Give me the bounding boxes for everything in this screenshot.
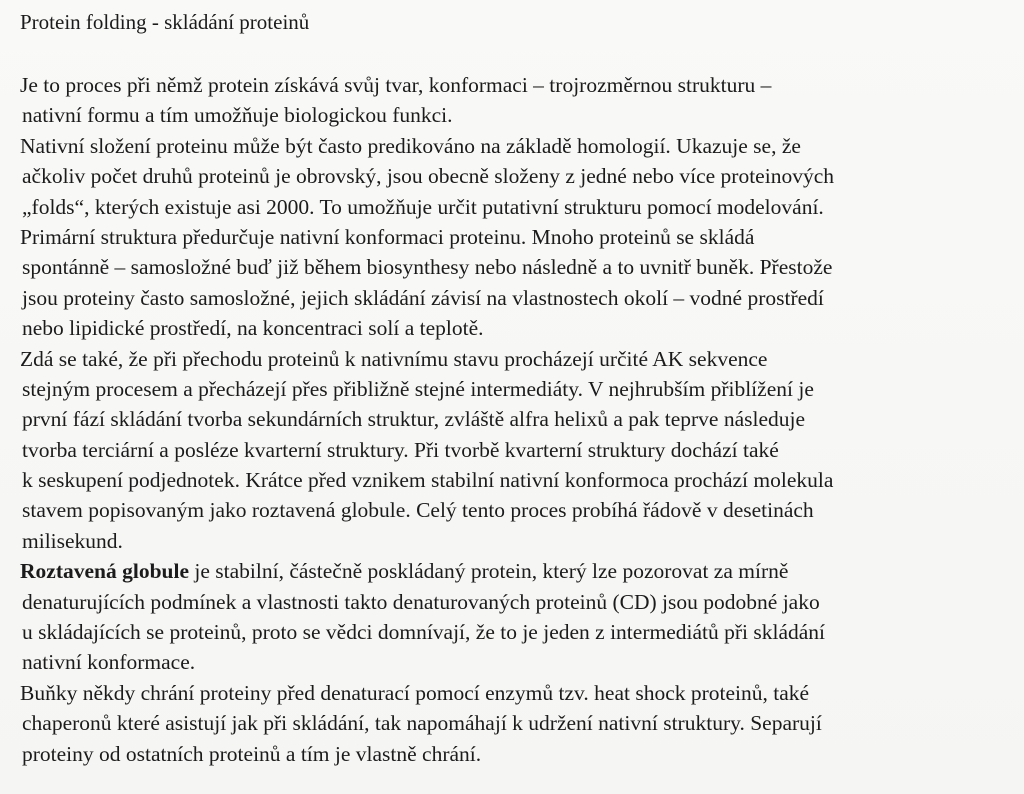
paragraph-line: Zdá se také, že při přechodu proteinů k nativnímu stavu procházejí určité AK sekvence: [20, 346, 768, 371]
document-title: Protein folding - skládání proteinů: [20, 10, 310, 34]
paragraph-line: první fází skládání tvorba sekundárních struktur, zvláště alfra helixů a pak teprve následuje: [22, 407, 806, 432]
paragraph-line: denaturujících podmínek a vlastnosti takto denaturovaných proteinů (CD) jsou podobné jako: [22, 589, 820, 614]
document-body: [20, 70, 1020, 769]
paragraph-line: Je to proces při němž protein získává svůj tvar, konformaci – trojrozměrnou strukturu –: [20, 73, 772, 97]
paragraph-line: nebo lipidické prostředí, na koncentraci solí a teplotě.: [22, 316, 484, 341]
molten-globule-line: [20, 556, 1020, 586]
molten-globule-definition: je stabilní, částečně poskládaný protein, který lze pozorovat za mírně: [189, 559, 789, 584]
paragraph-line: chaperonů které asistují jak při skládání, tak napomáhají k udržení nativní struktury. Separují: [22, 711, 822, 736]
paragraph-line: ačkoliv počet druhů proteinů je obrovský, jsou obecně složeny z jedné nebo více proteinových: [22, 164, 834, 189]
paragraph-line: spontánně – samosložné buď již během biosynthesy nebo následně a to uvnitř buněk. Přestože: [22, 255, 833, 280]
paragraph-line: „folds“, kterých existuje asi 2000. To umožňuje určit putativní strukturu pomocí modelování.: [22, 194, 824, 219]
paragraph-line: tvorba terciární a posléze kvarterní struktury. Při tvorbě kvarterní struktury dochází také: [22, 437, 779, 462]
paragraph-line: nativní konformace.: [22, 650, 196, 675]
paragraph-line: Primární struktura předurčuje nativní konformaci proteinu. Mnoho proteinů se skládá: [20, 224, 755, 249]
paragraph-line: nativní formu a tím umožňuje biologickou funkci.: [22, 103, 453, 128]
molten-globule-term: Roztavená globule: [20, 559, 190, 584]
paragraph-line: stavem popisovaným jako roztavená globule. Celý tento proces probíhá řádově v desetinách: [22, 498, 814, 523]
paragraph-line: u skládajících se proteinů, proto se vědci domnívají, že to je jeden z intermediátů při skládání: [22, 620, 826, 645]
paragraph-line: Buňky někdy chrání proteiny před denaturací pomocí enzymů tzv. heat shock proteinů, také: [20, 680, 810, 705]
paragraph-line: k seskupení podjednotek. Krátce před vznikem stabilní nativní konformoca prochází molekula: [22, 468, 834, 493]
paragraph-line: jsou proteiny často samosložné, jejich skládání závisí na vlastnostech okolí – vodné prostředí: [22, 285, 824, 310]
paragraph-line: milisekund.: [22, 528, 123, 553]
paragraph-line: proteiny od ostatních proteinů a tím je vlastně chrání.: [22, 741, 482, 766]
paragraph-line: stejným procesem a přecházejí přes přibližně stejné intermediáty. V nejhrubším přiblížení je: [22, 376, 814, 401]
paragraph-line: Nativní složení proteinu může být často predikováno na základě homologií. Ukazuje se, že: [20, 133, 801, 158]
